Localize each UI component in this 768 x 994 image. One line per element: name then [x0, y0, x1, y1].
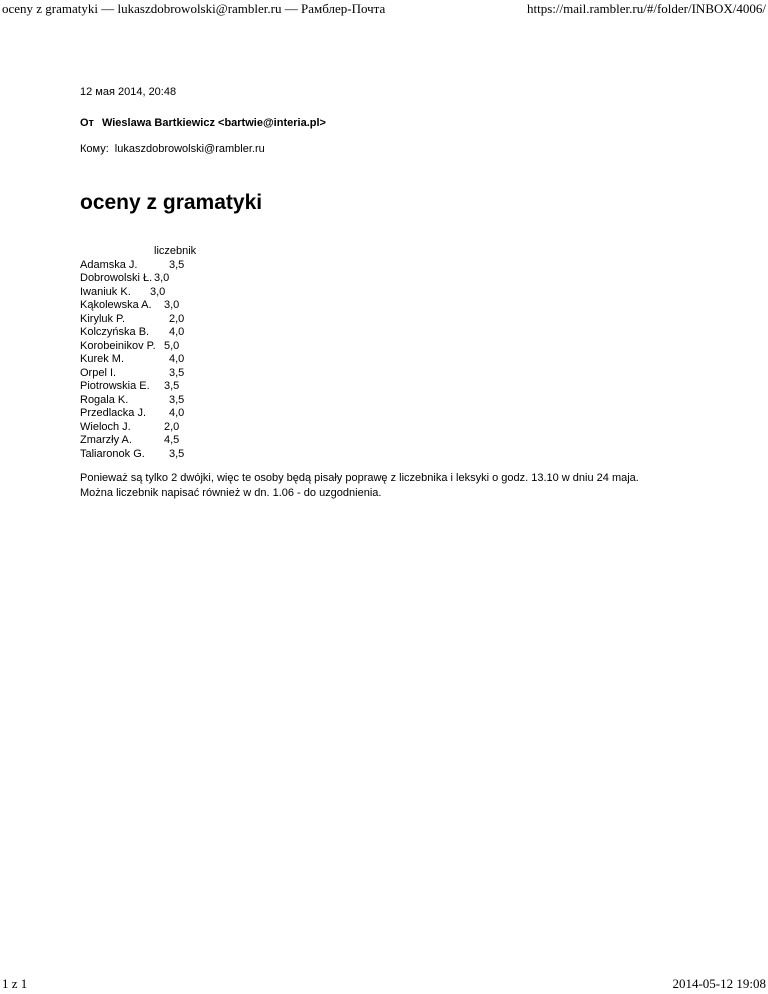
- note-paragraph: Ponieważ są tylko 2 dwójki, więc te osoby będą pisały poprawę z liczebnika i leksyki o godz. 13.10 w dniu 24 maja.: [80, 472, 639, 484]
- student-score: 3,0: [150, 285, 166, 298]
- grade-row: [80, 286, 720, 300]
- grade-row: [80, 407, 720, 421]
- student-name: Adamska J.: [80, 258, 138, 271]
- student-score: 3,5: [169, 393, 185, 406]
- student-score: 4,5: [164, 434, 180, 446]
- student-score: 2,0: [169, 312, 185, 325]
- student-name: Wieloch J.: [80, 420, 131, 433]
- from-label: От: [80, 117, 94, 129]
- grade-row: [80, 272, 720, 286]
- student-score: 5,0: [164, 339, 180, 352]
- student-name: Kolczyńska B.: [80, 326, 150, 338]
- student-name: Kurek M.: [80, 353, 125, 365]
- page-number: 1 z 1: [2, 976, 28, 991]
- grade-row: [80, 259, 720, 273]
- sender[interactable]: Wieslawa Bartkiewicz <bartwie@interia.pl>: [101, 117, 326, 129]
- print-timestamp: 2014-05-12 19:08: [672, 976, 766, 991]
- grade-row: [80, 380, 720, 394]
- grade-row: [80, 394, 720, 408]
- print-header-url: https://mail.rambler.ru/#/folder/INBOX/4006/: [526, 1, 766, 16]
- grade-row: [80, 367, 720, 381]
- grade-row: [80, 448, 720, 462]
- grade-row: [80, 326, 720, 340]
- note-paragraph: Można liczebnik napisać również w dn. 1.06 - do uzgodnienia.: [80, 487, 382, 499]
- email-date: 12 мая 2014, 20:48: [80, 86, 177, 98]
- student-score: 3,5: [169, 447, 185, 460]
- email-from-row: [80, 117, 720, 130]
- grade-row: [80, 299, 720, 313]
- student-score: 4,0: [169, 407, 185, 419]
- student-score: 3,5: [164, 380, 180, 392]
- grade-row: [80, 434, 720, 448]
- grade-row: [80, 421, 720, 435]
- student-name: Korobeinikov P.: [80, 339, 156, 352]
- grade-row: [80, 313, 720, 327]
- student-score: 3,0: [154, 272, 170, 284]
- student-score: 3,5: [169, 258, 185, 271]
- student-name: Zmarzły A.: [80, 434, 132, 446]
- email-body-notes: [80, 471, 720, 501]
- grade-row: [80, 353, 720, 367]
- student-name: Kiryluk P.: [80, 312, 126, 325]
- student-name: Orpel I.: [80, 366, 117, 379]
- student-score: 3,0: [164, 299, 180, 311]
- student-name: Piotrowskia E.: [80, 380, 150, 392]
- grades-header: liczebnik: [154, 245, 197, 257]
- student-name: Taliaronok G.: [80, 447, 145, 460]
- student-name: Rogala K.: [80, 393, 129, 406]
- student-score: 4,0: [169, 326, 185, 338]
- grades-list: [80, 245, 720, 461]
- email-subject: oceny z gramatyki: [80, 191, 263, 214]
- student-name: Iwaniuk K.: [80, 285, 131, 298]
- student-score: 2,0: [164, 420, 180, 433]
- print-header-title: oceny z gramatyki — lukaszdobrowolski@rambler.ru — Рамблер-Почта: [2, 1, 386, 16]
- to-label: Кому:: [80, 143, 109, 155]
- student-name: Dobrowolski Ł.: [80, 272, 153, 284]
- student-name: Kąkolewska A.: [80, 299, 152, 311]
- email-message: [80, 86, 720, 501]
- student-score: 3,5: [169, 366, 185, 379]
- email-to-row: [80, 143, 720, 156]
- student-score: 4,0: [169, 353, 185, 365]
- student-name: Przedlacka J.: [80, 407, 147, 419]
- grade-row: [80, 340, 720, 354]
- recipient[interactable]: lukaszdobrowolski@rambler.ru: [114, 143, 265, 155]
